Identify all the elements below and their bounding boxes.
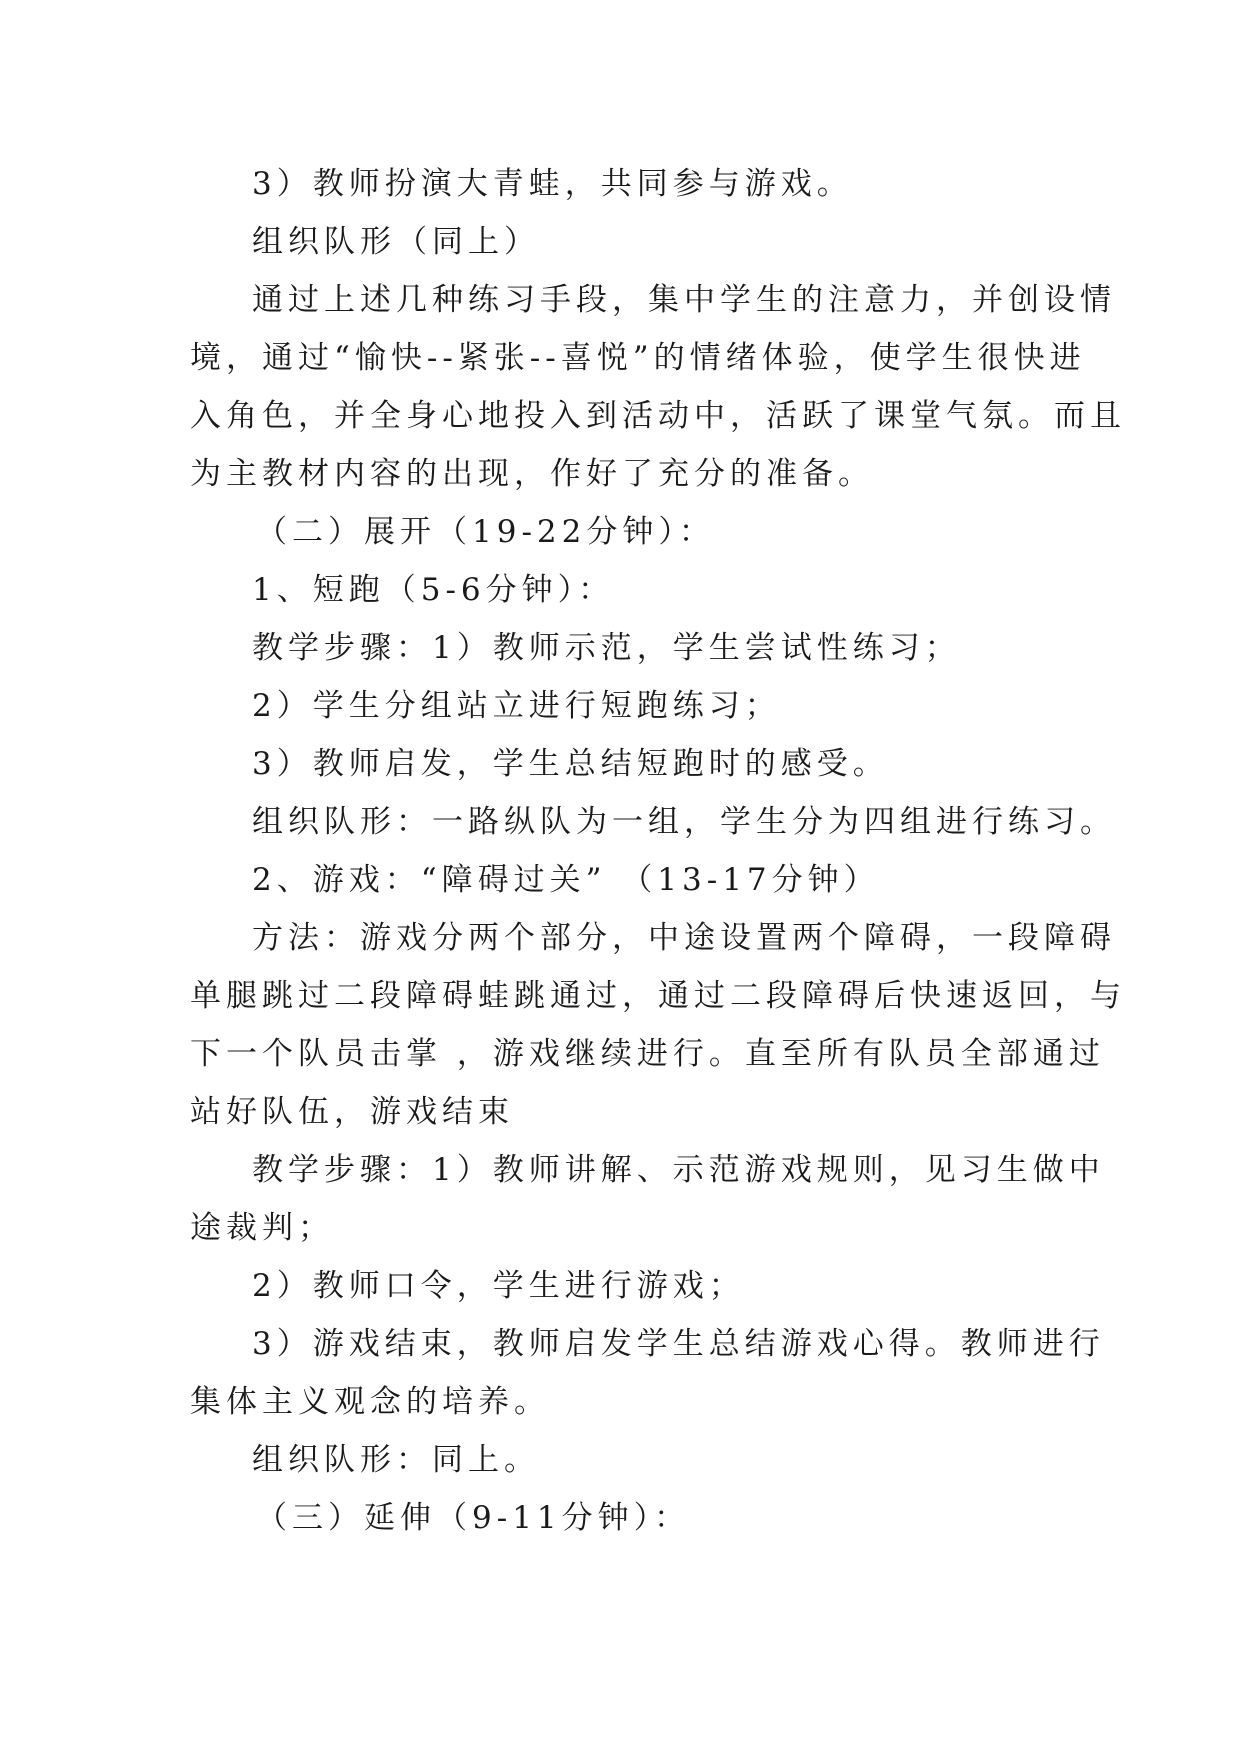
text-line-23: 组织队形：同上。 <box>252 1442 540 1478</box>
text-line-19: 途裁判； <box>190 1210 334 1246</box>
text-line-12: 组织队形：一路纵队为一组，学生分为四组进行练习。 <box>252 804 1116 840</box>
text-line-22: 集体主义观念的培养。 <box>190 1384 550 1420</box>
text-line-18: 教学步骤：1）教师讲解、示范游戏规则，见习生做中 <box>252 1152 1105 1188</box>
text-line-3: 通过上述几种练习手段，集中学生的注意力，并创设情 <box>252 282 1116 318</box>
text-line-4: 境，通过“愉快--紧张--喜悦”的情绪体验，使学生很快进 <box>190 340 1086 376</box>
text-line-17: 站好队伍，游戏结束 <box>190 1094 514 1130</box>
text-line-8: 1、短跑（5-6分钟）： <box>252 572 615 608</box>
text-line-20: 2）教师口令，学生进行游戏； <box>252 1268 745 1304</box>
text-line-13: 2、游戏：“障碍过关” （13-17分钟） <box>252 862 880 898</box>
text-line-16: 下一个队员击掌 ，游戏继续进行。直至所有队员全部通过 <box>190 1036 1105 1072</box>
text-line-10: 2）学生分组站立进行短跑练习； <box>252 688 781 724</box>
text-line-6: 为主教材内容的出现，作好了充分的准备。 <box>190 456 874 492</box>
text-line-11: 3）教师启发，学生总结短跑时的感受。 <box>252 746 889 782</box>
text-line-1: 3）教师扮演大青蛙，共同参与游戏。 <box>252 166 853 202</box>
text-line-2: 组织队形（同上） <box>252 224 540 260</box>
section-heading-3: （三）延伸（9-11分钟）： <box>256 1500 691 1536</box>
text-line-5: 入角色，并全身心地投入到活动中，活跃了课堂气氛。而且 <box>190 398 1126 434</box>
text-line-9: 教学步骤：1）教师示范，学生尝试性练习； <box>252 630 961 666</box>
text-line-15: 单腿跳过二段障碍蛙跳通过，通过二段障碍后快速返回，与 <box>190 978 1126 1014</box>
section-heading-2: （二）展开（19-22分钟）： <box>256 514 715 550</box>
text-line-21: 3）游戏结束，教师启发学生总结游戏心得。教师进行 <box>252 1326 1105 1362</box>
text-line-14: 方法：游戏分两个部分，中途设置两个障碍，一段障碍 <box>252 920 1116 956</box>
